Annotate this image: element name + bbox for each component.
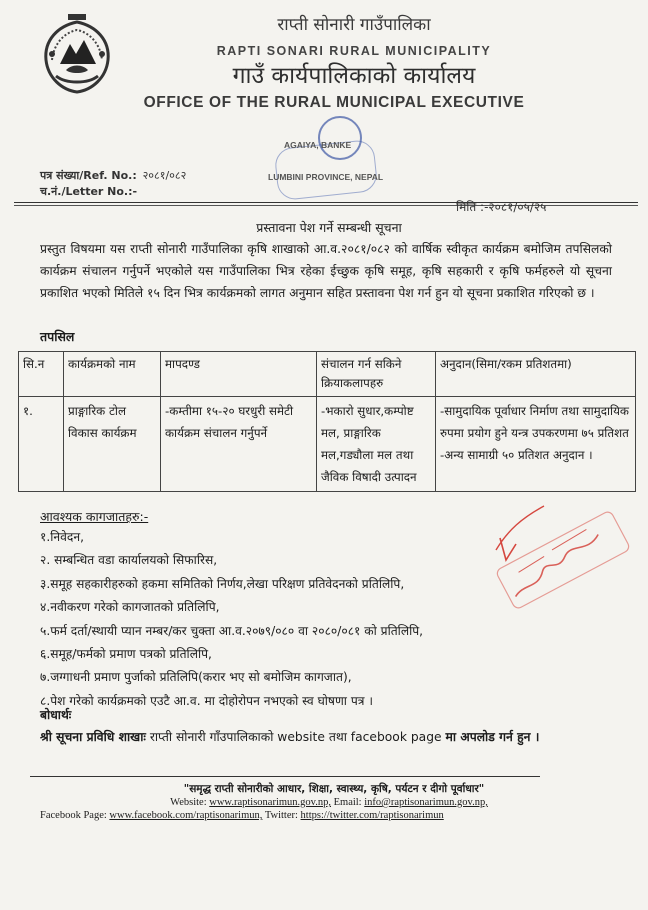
address-line-1: AGAIYA, BANKE [284,140,352,150]
ref-value: २०८१/०८२ [142,169,187,182]
notice-body: प्रस्तुत विषयमा यस राप्ती सोनारी गाउँपालिका कृषि शाखाको आ.व.२०८१/०८२ को वार्षिक स्वीकृत कार्यक्रम बमोजिम तपसिलको कार्यक्रम संचालन गर्नुपर्ने भएकोले यस गाउँपालिका भित्र रहेका ईच्छुक कृषि समूह, कृषि सहकारी र कृषि फर्महरुले यो सूचना प्रकाशित भएको मितिले १५ दिन भित्र कार्यक्रमको लागत अनुमान सहित प्रस्तावना पेश गर्न हुन यो सूचना प्रकाशित गरिएको छ । [40,242,612,300]
details-heading: तपसिल [40,329,75,344]
cc-action: मा अपलोड गर्न हुन । [445,730,540,744]
facebook-link[interactable]: www.facebook.com/raptisonarimun, [109,810,263,821]
email-link[interactable]: info@raptisonarimun.gov.np, [364,797,488,808]
twitter-link[interactable]: https://twitter.com/raptisonarimun [300,810,444,821]
cell-serial: १. [19,397,64,492]
list-item: ३.समूह सहकारीहरुको हकमा समितिको निर्णय,लेखा परिक्षण प्रतिवेदनको प्रतिलिपि, [40,576,405,591]
cc-text: राप्ती सोनारी गाँउपालिकाको website तथा facebook page [149,730,442,744]
footer-slogan: "समृद्ध राप्ती सोनारीको आधार, शिक्षा, स्वास्थ्य, कृषि, पर्यटन र दीगो पूर्वाधार" [183,783,485,795]
list-item: २. सम्बन्धित वडा कार्यालयको सिफारिस, [40,553,218,568]
municipality-name-english: RAPTI SONARI RURAL MUNICIPALITY [216,44,492,58]
footer-contact [0,797,648,808]
list-item: ६.समूह/फर्मको प्रमाण पत्रको प्रतिलिपि, [40,646,212,661]
email-label: Email: [333,797,362,808]
cell-activities: -भकारो सुधार,कम्पोष्ट मल, प्राङ्गारिक मल,गड्यौला मल तथा जैविक विषादी उत्पादन [317,397,436,492]
col-serial: सि.न [19,352,64,397]
cc-recipient: श्री सूचना प्रविधि शाखाः [40,730,146,744]
cell-criteria: -कम्तीमा १५-२० घरधुरी समेटी कार्यक्रम संचालन गर्नुपर्ने [161,397,317,492]
signature-stamp [488,500,638,620]
notice-subject: प्रस्तावना पेश गर्ने सम्बन्धी सूचना [256,220,402,235]
cell-grant: -सामुदायिक पूर्वाधार निर्माण तथा सामुदायिक रुपमा प्रयोग हुने यन्त्र उपकरणमा ७५ प्रतिशत -अन्य सामाग्री ५० प्रतिशत अनुदान । [436,397,636,492]
office-name-english: OFFICE OF THE RURAL MUNICIPAL EXECUTIVE [143,94,525,111]
list-item: १.निवेदन, [40,530,85,544]
municipality-name-nepali: राप्ती सोनारी गाउँपालिका [277,15,431,35]
list-item: ७.जग्गाधनी प्रमाण पुर्जाको प्रतिलिपि(करार भए सो बमोजिम कागजात), [40,670,352,685]
footer-divider [30,776,540,777]
cc-label: बोधार्थः [40,708,72,722]
table-row [19,397,636,492]
required-documents-list [40,526,423,713]
table-header-row [19,352,636,397]
footer-social [40,810,444,821]
list-item: ८.पेश गरेको कार्यक्रमको एउटै आ.व. मा दोहोरोपन नभएको स्व घोषणा पत्र । [40,693,373,708]
cell-program-name: प्राङ्गारिक टोल विकास कार्यक्रम [64,397,161,492]
list-item: ४.नवीकरण गरेको कागजातको प्रतिलिपि, [40,600,220,615]
letter-number: च.नं./Letter No.:- [40,185,138,198]
col-activities: संचालन गर्न सकिने क्रियाकलापहरु [317,352,436,397]
office-name-nepali: गाउँ कार्यपालिकाको कार्यालय [232,63,476,89]
website-label: Website: [170,797,207,808]
required-documents-heading: आवश्यक कागजातहरु:- [40,509,149,524]
facebook-label: Facebook Page: [40,810,107,821]
list-item: ५.फर्म दर्ता/स्थायी प्यान नम्बर/कर चुक्ता आ.व.२०७९/०८० वा २०८०/०८१ को प्रतिलिपि, [40,623,424,638]
cc-line [40,728,539,745]
twitter-label: Twitter: [264,810,298,821]
col-criteria: मापदण्ड [161,352,317,397]
ref-label: पत्र संख्या/Ref. No.: [40,169,137,182]
col-program-name: कार्यक्रमको नाम [64,352,161,397]
letter-date: मिति :-२०८१/०५/२५ [456,200,547,214]
program-table [18,351,636,492]
ref-number [40,168,186,183]
col-grant: अनुदान(सिमा/रकम प्रतिशतमा) [436,352,636,397]
address-line-2: LUMBINI PROVINCE, NEPAL [268,172,384,182]
website-link[interactable]: www.raptisonarimun.gov.np, [209,797,331,808]
